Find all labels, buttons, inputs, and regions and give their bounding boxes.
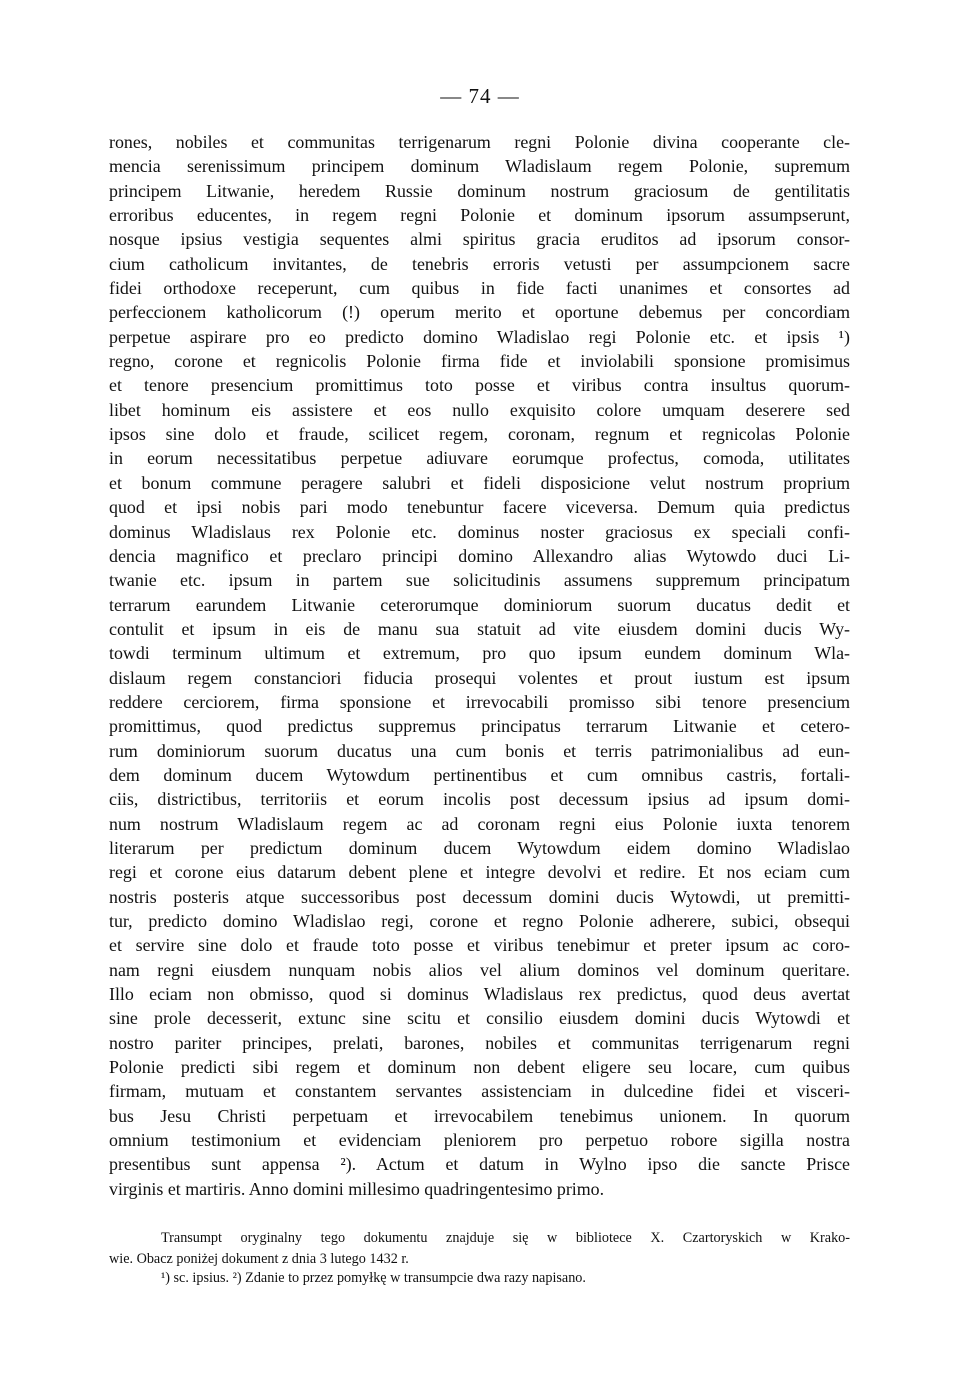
text-line: ipsos sine dolo et fraude, scilicet regem, coronam, regnum et regnicolas Polonie bbox=[109, 424, 850, 445]
text-line: in eorum necessitatibus perpetue adiuvare eorumque profectus, comoda, utilitates bbox=[109, 448, 850, 469]
text-line: perfeccionem katholicorum (!) operum merito et oportune debemus per concordiam bbox=[109, 302, 850, 323]
text-line: regi et corone eius datarum debent plene et integre devolvi et redire. Et nos eciam cum bbox=[109, 862, 850, 883]
text-line: Illo eciam non obmisso, quod si dominus Wladislaus rex predictus, quod deus avertat bbox=[109, 984, 850, 1005]
text-line: tur, predicto domino Wladislao regi, corone et regno Polonie adherere, subici, obsequi bbox=[109, 911, 850, 931]
text-line: regno, corone et regnicolis Polonie firma fide et inviolabili sponsione promisimus bbox=[109, 351, 850, 372]
text-line: bus Jesu Christi perpetuam et irrevocabilem tenebimus unionem. In quorum bbox=[109, 1105, 850, 1126]
text-line: mencia serenissimum principem dominum Wladislaum regem Polonie, supremum bbox=[109, 156, 850, 177]
text-line: omnium testimonium et evidenciam pleniorem pro perpetuo robore sigilla nostra bbox=[109, 1130, 850, 1151]
text-line: terrarum earundem Litwanie ceterorumque dominiorum suorum ducatus dedit et bbox=[109, 594, 850, 615]
text-line: presentibus sunt appensa ²). Actum et datum in Wylno ipso die sancte Prisce bbox=[109, 1154, 850, 1175]
text-line: erroribus educentes, in regem regni Polonie et dominum ipsorum assumpserunt, bbox=[109, 205, 850, 226]
text-line: principem Litwanie, heredem Russie dominum nostrum graciosum de gentilitatis bbox=[109, 180, 850, 201]
text-line: dencia magnifico et preclaro principi domino Allexandro alias Wytowdo duci Li- bbox=[109, 545, 850, 566]
text-line: libet hominum eis assistere et eos nullo exquisito colore umquam deserere sed bbox=[109, 399, 850, 420]
text-line: cium catholicum invitantes, de tenebris erroris vetusti per assumpcionem sacre bbox=[109, 253, 850, 274]
text-line: reddere cerciorem, firma sponsione et irrevocabili promisso sibi tenore presencium bbox=[109, 691, 850, 712]
text-line: quod et ipsi nobis pari modo tenebuntur facere viceversa. Demum quia predictus bbox=[109, 497, 850, 518]
text-line: perpetue aspirare pro eo predicto domino Wladislao regi Polonie etc. et ipsis ¹) bbox=[109, 326, 850, 347]
text-line: twanie etc. ipsum in partem sue solicitudinis assumens suppremum principatum bbox=[109, 570, 850, 591]
text-line: nosque ipsius vestigia sequentes almi spiritus gracia eruditos ad ipsorum consor- bbox=[109, 229, 850, 250]
text-line: et bonum commune peragere salubri et fideli disposicione velut nostrum proprium bbox=[109, 472, 850, 493]
text-line: fidei orthodoxe receperunt, cum quibus in fide facti unanimes et consortes ad bbox=[109, 278, 850, 299]
text-line: et servire sine dolo et fraude toto posse et viribus tenebimur et preter ipsum ac coro- bbox=[109, 935, 850, 956]
text-line: dominus Wladislaus rex Polonie etc. dominus noster graciosus ex speciali confi- bbox=[109, 521, 850, 542]
text-line: rones, nobiles et communitas terrigenarum regni Polonie divina cooperante cle- bbox=[109, 132, 850, 152]
text-line: towdi terminum ultimum et extremum, pro quo ipsum eundem dominum Wla- bbox=[109, 643, 850, 664]
text-line: dislaum regem constanciori fiducia prosequi volentes et prout iustum est ipsum bbox=[109, 667, 850, 688]
text-line: contulit et ipsum in eis de manu sua statuit ad vite eiusdem domini ducis Wy- bbox=[109, 618, 850, 639]
text-line: nostro pariter principes, prelati, barones, nobiles et communitas terrigenarum regni bbox=[109, 1032, 850, 1053]
text-line: nam regni eiusdem nunquam nobis alios vel alium dominos vel dominum queritare. bbox=[109, 959, 850, 980]
text-line: dem dominum ducem Wytowdum pertinentibus et cum omnibus castris, fortali- bbox=[109, 764, 850, 785]
text-line: num nostrum Wladislaum regem ac ad coronam regni eius Polonie iuxta tenorem bbox=[109, 813, 850, 834]
text-line: ciis, districtibus, territoriis et eorum incolis post decessum ipsius ad ipsum domi- bbox=[109, 789, 850, 810]
text-line: promittimus, quod predictus suppremus principatus terrarum Litwanie et cetero- bbox=[109, 716, 850, 737]
text-line-last: virginis et martiris. Anno domini millesimo quadringentesimo primo. bbox=[109, 1178, 605, 1199]
text-line: sine prole decesserit, extunc sine scitu et consilio eiusdem domini ducis Wytowdi et bbox=[109, 1008, 850, 1029]
text-line: firmam, mutuam et constantem servantes assistenciam in dulcedine fidei et visceri- bbox=[109, 1081, 850, 1102]
text-line: Polonie predicti sibi regem et dominum non debent eligere seu locare, cum quibus bbox=[109, 1057, 850, 1078]
note-line: wie. Obacz poniżej dokument z dnia 3 lutego 1432 r. bbox=[109, 1250, 409, 1267]
text-line: literarum per predictum dominum ducem Wytowdum eidem domino Wladislao bbox=[109, 837, 850, 858]
footnotes: ¹) sc. ipsius. ²) Zdanie to przez pomyłkę w transumpcie dwa razy napisano. bbox=[161, 1270, 586, 1286]
note-line: Transumpt oryginalny tego dokumentu znajduje się w bibliotece X. Czartoryskich w Krako- bbox=[161, 1230, 850, 1246]
editorial-note bbox=[109, 1228, 850, 1269]
text-line: rum dominiorum suorum ducatus una cum bonis et terris patrimonialibus ad eun- bbox=[109, 740, 850, 761]
text-line: nostris posteris atque successoribus post decessum domini ducis Wytowdi, ut premitti- bbox=[109, 886, 850, 907]
text-line: et tenore presencium promittimus toto posse et viribus contra insultus quorum- bbox=[109, 375, 850, 396]
page-number: — 74 — bbox=[440, 84, 520, 108]
body-text bbox=[109, 130, 850, 1201]
